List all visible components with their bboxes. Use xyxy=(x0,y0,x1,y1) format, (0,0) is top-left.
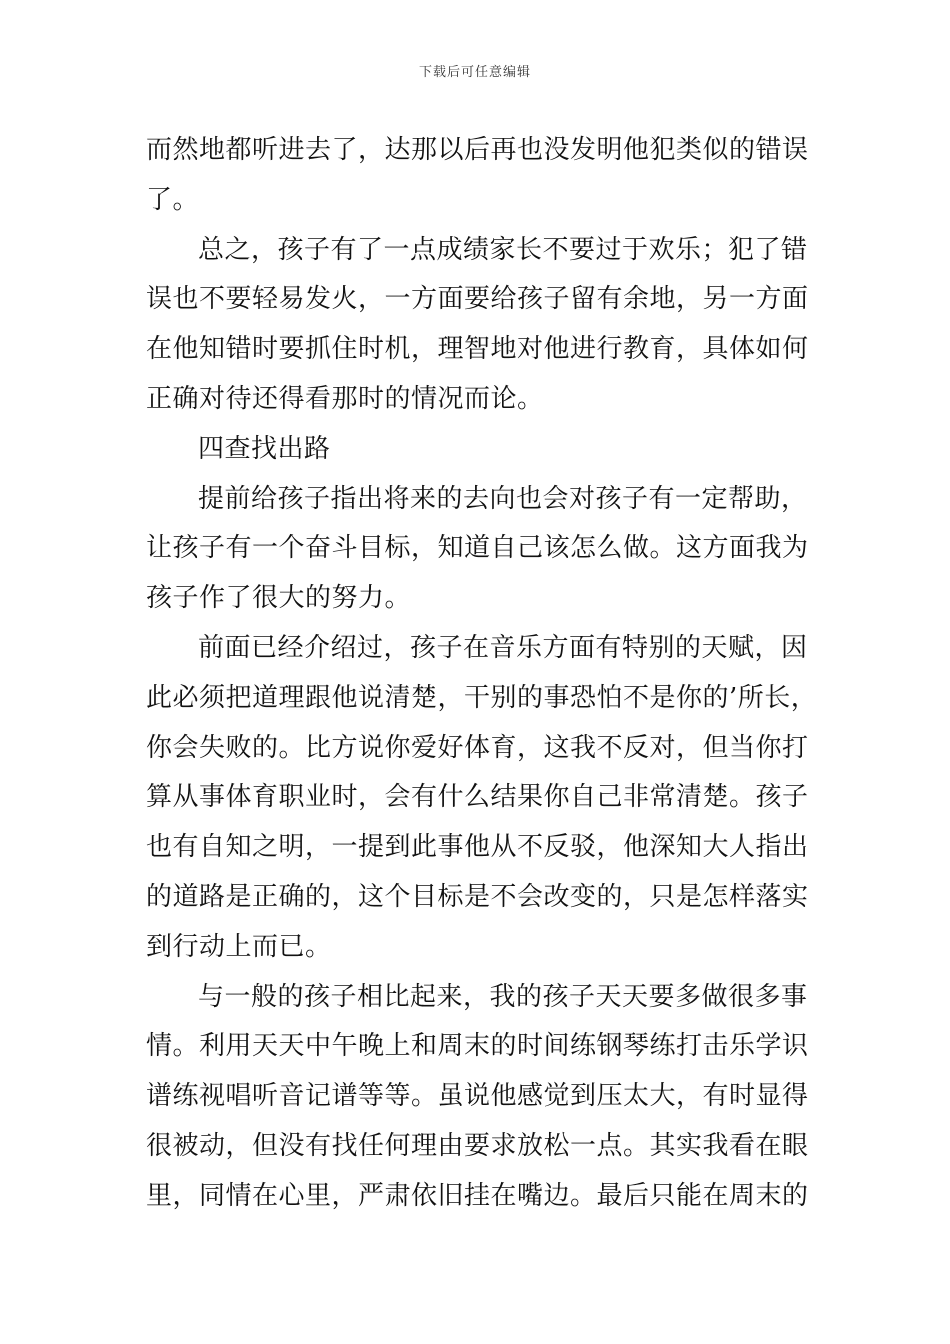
page-header: 下载后可任意编辑 xyxy=(418,65,531,80)
document-body xyxy=(146,126,826,1222)
text-line: 孩子作了很大的努力。 xyxy=(146,583,412,614)
text-line: 正确对待还得看那时的情况而论。 xyxy=(146,383,544,414)
text-line: 你会失败的。比方说你爱好体育，这我不反对，但当你打 xyxy=(146,732,809,763)
text-line: 让孩子有一个奋斗目标，知道自己该怎么做。这方面我为 xyxy=(146,533,809,564)
paragraph-daily-practice xyxy=(146,973,826,1222)
text-line: 前面已经介绍过，孩子在音乐方面有特别的天赋，因 xyxy=(198,632,808,663)
paragraph-continuation xyxy=(146,126,826,226)
text-line: 很被动，但没有找任何理由要求放松一点。其实我看在眼 xyxy=(146,1130,809,1161)
text-line: 的道路是正确的，这个目标是不会改变的，只是怎样落实 xyxy=(146,881,809,912)
text-line: 也有自知之明，一提到此事他从不反驳，他深知大人指出 xyxy=(146,832,809,863)
paragraph-goal xyxy=(146,475,826,624)
text-line: 总之，孩子有了一点成绩家长不要过于欢乐；犯了错 xyxy=(198,234,808,265)
text-line: 情。利用天天中午晚上和周末的时间练钢琴练打击乐学识 xyxy=(146,1031,809,1062)
text-line: 算从事体育职业时，会有什么结果你自己非常清楚。孩子 xyxy=(146,782,809,813)
paragraph-summary xyxy=(146,226,826,425)
section-heading xyxy=(146,425,826,475)
text-line: 谱练视唱听音记谱等等。虽说他感觉到压太大，有时显得 xyxy=(146,1081,809,1112)
text-line: 此必须把道理跟他说清楚，干别的事恐怕不是你的’所长， xyxy=(146,682,818,713)
text-line: 提前给孩子指出将来的去向也会对孩子有一定帮助， xyxy=(198,483,808,514)
heading-text: 四查找出路 xyxy=(198,433,331,464)
text-line: 而然地都听进去了，达那以后再也没发明他犯类似的错误 xyxy=(146,135,809,165)
text-line: 在他知错时要抓住时机，理智地对他进行教育，具体如何 xyxy=(146,334,809,365)
text-line: 误也不要轻易发火，一方面要给孩子留有余地，另一方面 xyxy=(146,284,809,315)
text-line: 与一般的孩子相比起来，我的孩子天天要多做很多事 xyxy=(198,981,808,1012)
text-line: 里，同情在心里，严肃依旧挂在嘴边。最后只能在周末的 xyxy=(146,1180,809,1211)
paragraph-music-talent xyxy=(146,624,826,973)
text-line: 了。 xyxy=(146,184,200,215)
text-line: 到行动上而已。 xyxy=(146,931,332,962)
